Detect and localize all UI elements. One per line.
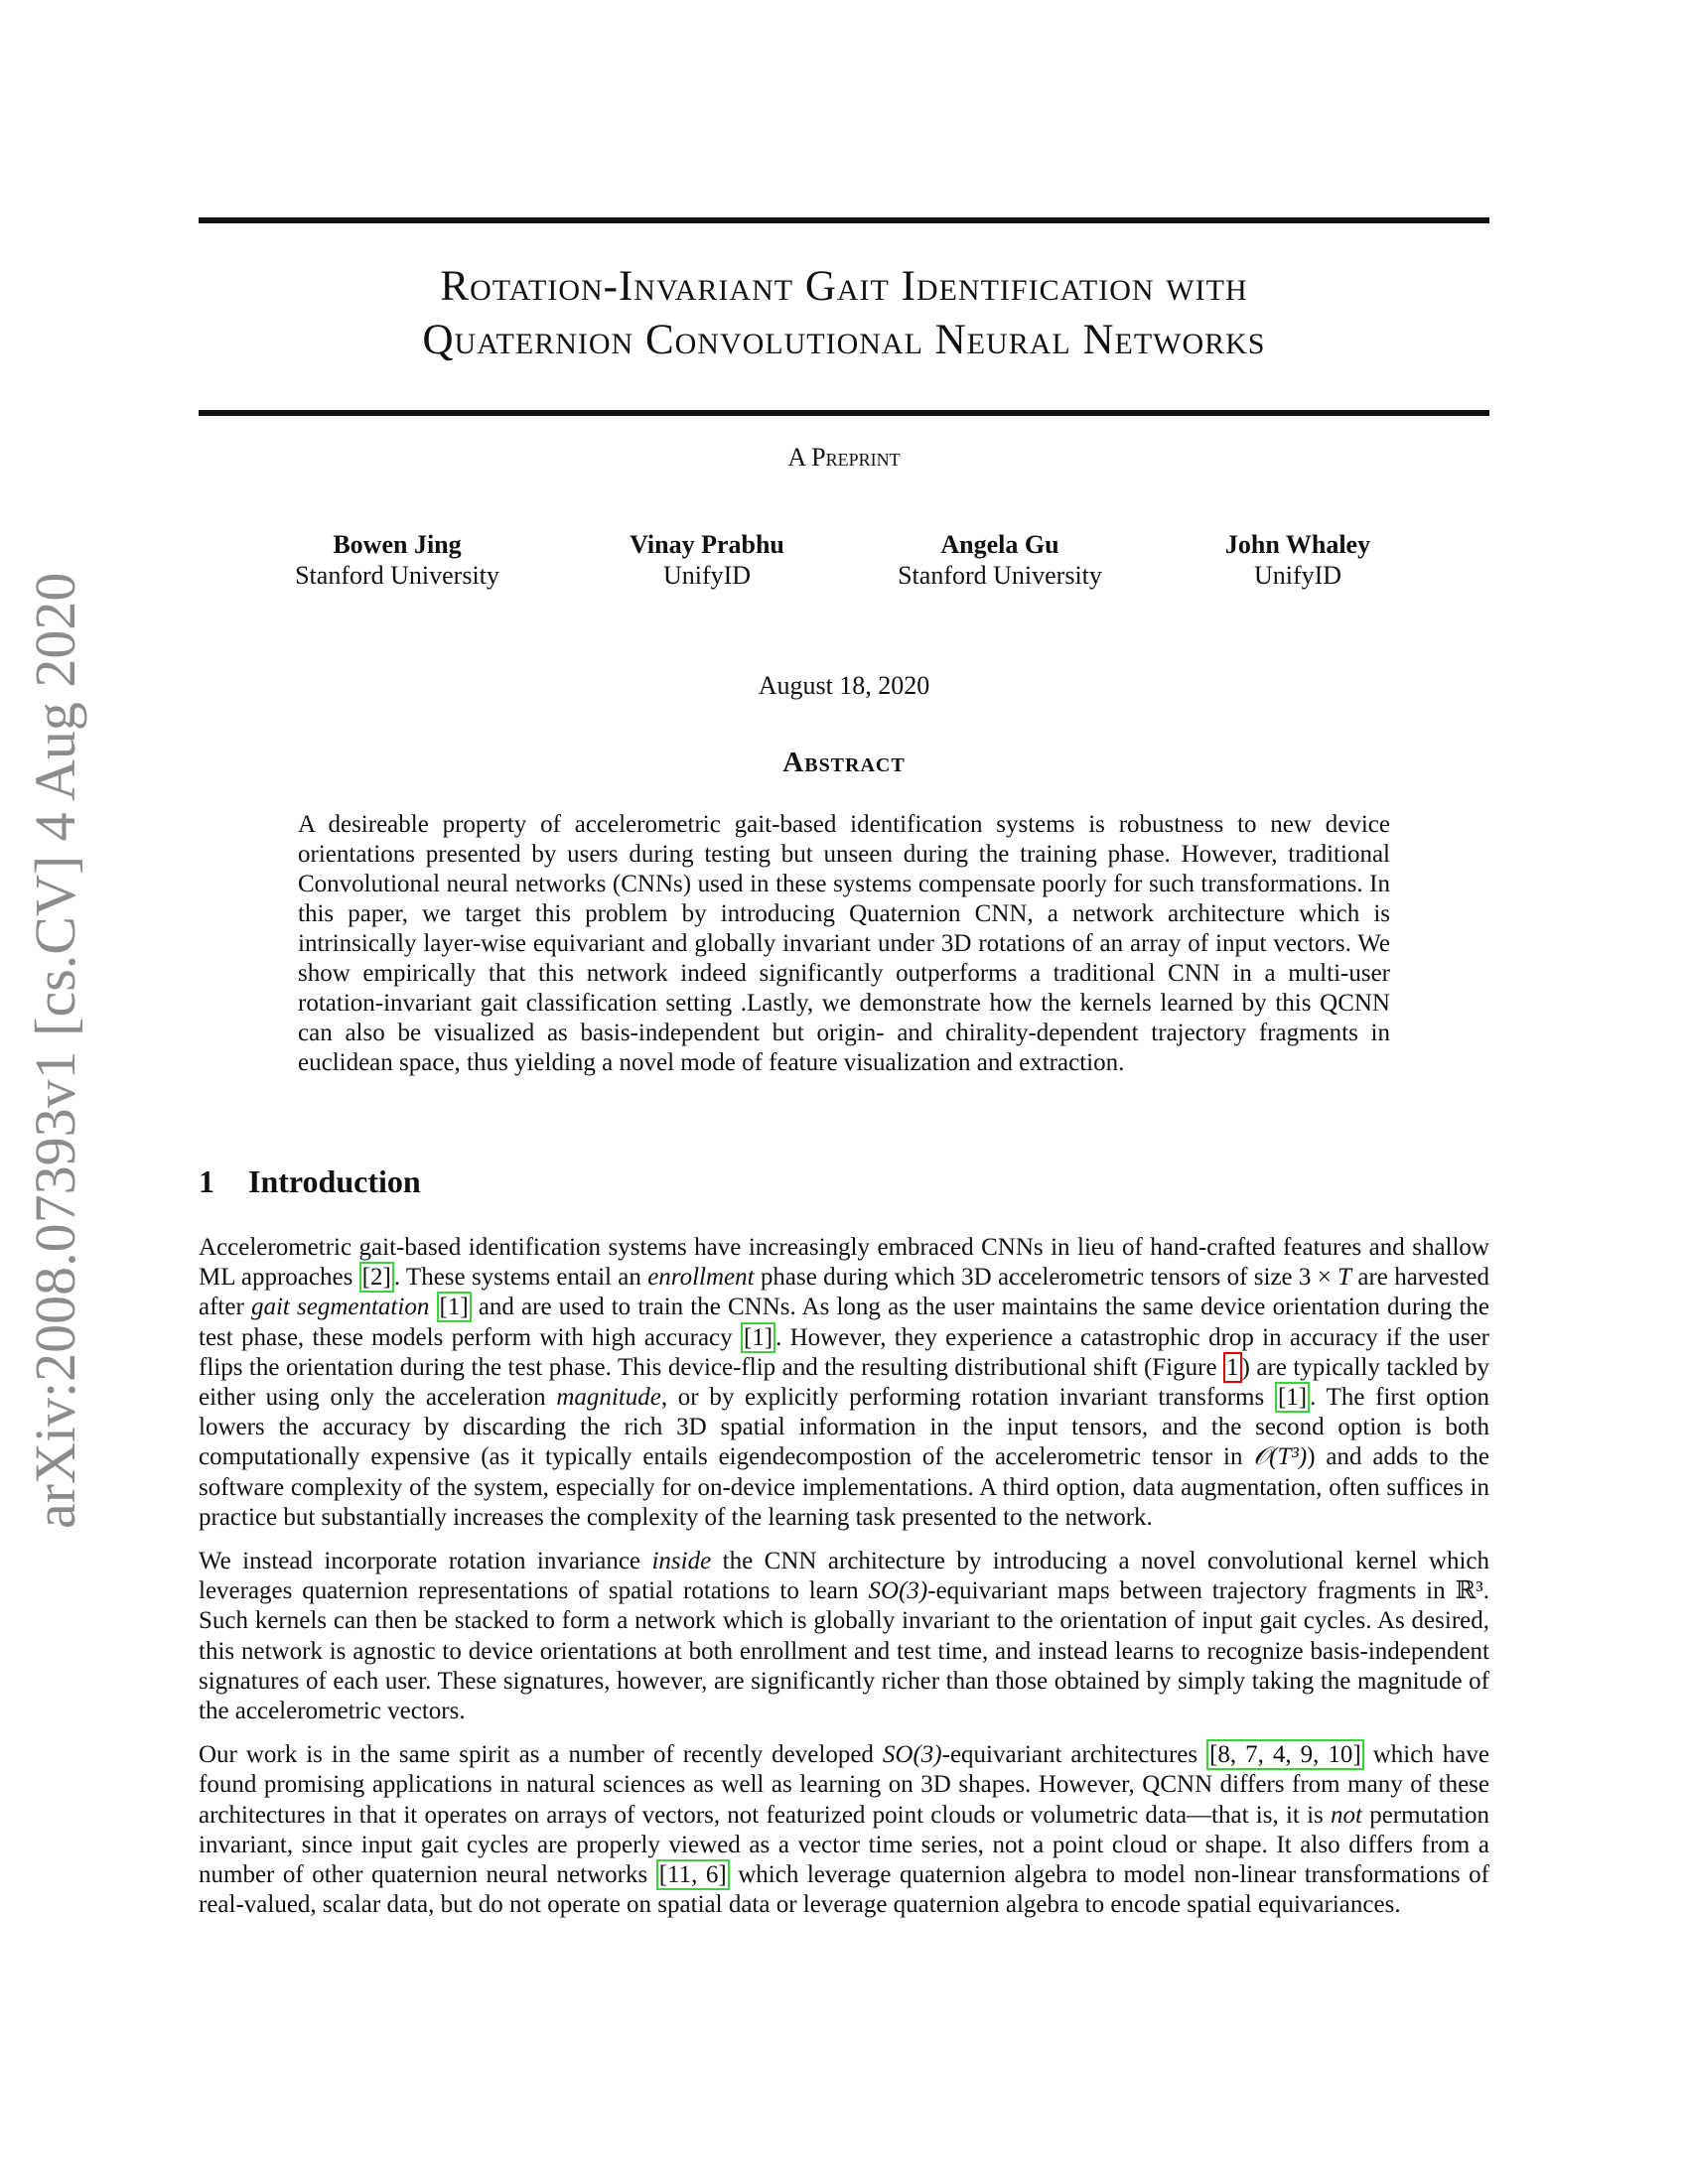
author-list <box>0 529 1688 599</box>
citation-link[interactable]: [2] <box>359 1262 394 1293</box>
citation-link[interactable]: [1] <box>437 1292 472 1322</box>
section-title: Introduction <box>248 1163 421 1199</box>
author-name: Bowen Jing <box>333 530 462 559</box>
section-number: 1 <box>199 1163 214 1199</box>
title-bottom-rule <box>199 410 1489 416</box>
author-name: Angela Gu <box>940 530 1059 559</box>
citation-link[interactable]: [8, 7, 4, 9, 10] <box>1206 1739 1364 1770</box>
author-name: John Whaley <box>1224 530 1371 559</box>
citation-link[interactable]: [1] <box>741 1322 775 1353</box>
author-affiliation: Stanford University <box>898 561 1102 590</box>
abstract-heading: Abstract <box>782 747 906 778</box>
abstract-text: A desireable property of accelerometric gait-based identification systems is robustness to new device orientations presented by users during testing but unseen during the training phase. However, traditional Convolutional neural networks (CNNs) used in these systems compensate poorly for such transformations. In this paper, we target this problem by introducing Quaternion CNN, a network architecture which is intrinsically layer-wise equivariant and globally invariant under 3D rotations of an array of input vectors. We show empirically that this network indeed significantly outperforms a traditional CNN in a multi-user rotation-invariant gait classification setting .Lastly, we demonstrate how the kernels learned by this QCNN can also be visualized as basis-independent but origin- and chirality-dependent trajectory fragments in euclidean space, thus yielding a novel mode of feature visualization and extraction. <box>298 811 1390 1076</box>
title-line-2: Quaternion Convolutional Neural Networks <box>422 317 1266 363</box>
paper-title <box>199 260 1489 367</box>
figure-link[interactable]: 1 <box>1223 1352 1242 1383</box>
body-text <box>199 1233 1489 1934</box>
section-heading <box>199 1163 421 1200</box>
author-block <box>558 529 856 591</box>
author-affiliation: UnifyID <box>1253 561 1342 590</box>
publication-date: August 18, 2020 <box>758 671 930 700</box>
author-affiliation: Stanford University <box>295 561 499 590</box>
author-name: Vinay Prabhu <box>630 530 784 559</box>
author-block <box>1149 529 1447 591</box>
paragraph-1: Accelerometric gait-based identification systems have increasingly embraced CNNs in lieu of hand-crafted features and shallow ML approaches [2] . These systems entail an enrollment phase during which 3D accelerometric tensors of size 3 × T are harvested after gait segmentation [1] and are used to train the CNNs. As long as the user maintains the same device orientation during the test phase, these models perform with high accuracy [1] . However, they experience a catastrophic drop in accuracy if the user flips the orientation during the test phase. This device-flip and the resulting distributional shift (Figure 1 ) are typically tackled by either using only the acceleration magnitude, or by explicitly performing rotation invariant transforms [1] . The first option lowers the accuracy by discarding the rich 3D spatial information in the input tensors, and the second option is both computationally expensive (as it typically entails eigendecompostion of the accelerometric tensor in 𝒪(T³)) and adds to the software complexity of the system, especially for on-device implementations. A third option, data augmentation, often suffices in practice but substantially increases the complexity of the learning task presented to the network. <box>199 1234 1490 1531</box>
preprint-label: A Preprint <box>787 443 901 472</box>
citation-link[interactable]: [11, 6] <box>656 1859 730 1890</box>
author-affiliation: UnifyID <box>662 561 752 590</box>
author-block <box>248 529 546 591</box>
paragraph-2: We instead incorporate rotation invariance inside the CNN architecture by introducing a novel convolutional kernel which leverages quaternion representations of spatial rotations to learn SO(3)-equivariant maps between trajectory fragments in ℝ³. Such kernels can then be stacked to form a network which is globally invariant to the orientation of input gait cycles. As desired, this network is agnostic to device orientations at both enrollment and test time, and instead learns to recognize basis-independent signatures of each user. These signatures, however, are significantly richer than those obtained by simply taking the magnitude of the accelerometric vectors. <box>199 1548 1490 1725</box>
citation-link[interactable]: [1] <box>1275 1382 1310 1413</box>
author-block <box>851 529 1149 591</box>
paragraph-3: Our work is in the same spirit as a number of recently developed SO(3)-equivariant architectures [8, 7, 4, 9, 10] which have found promising applications in natural sciences as well as learning on 3D shapes. However, QCNN differs from many of these architectures in that it operates on arrays of vectors, not featurized point clouds or volumetric data—that is, it is not permutation invariant, since input gait cycles are properly viewed as a vector time series, not a point cloud or shape. It also differs from a number of other quaternion neural networks [11, 6] which leverage quaternion algebra to model non-linear transformations of real-valued, scalar data, but do not operate on spatial data or leverage quaternion algebra to encode spatial equivariances. <box>199 1741 1490 1919</box>
title-top-rule <box>199 217 1489 223</box>
title-line-1: Rotation-Invariant Gait Identification with <box>440 263 1248 310</box>
arxiv-identifier: arXiv:2008.07393v1 [cs.CV] 4 Aug 2020 <box>23 572 87 1529</box>
